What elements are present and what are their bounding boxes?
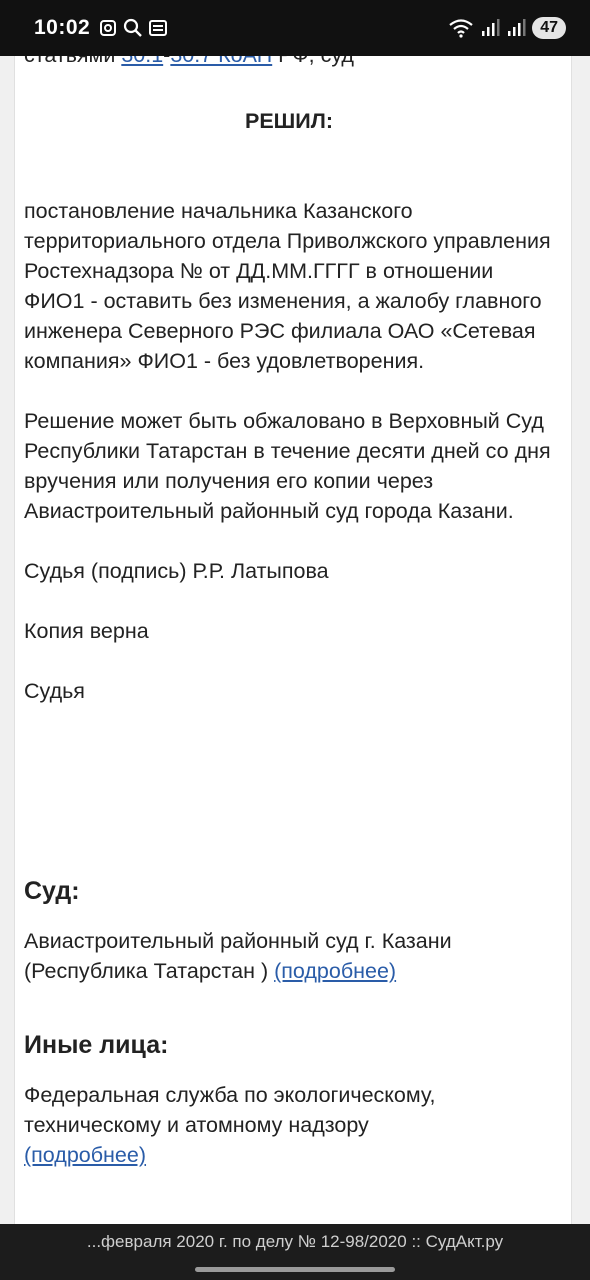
- status-left: [34, 16, 168, 40]
- copy-true-note: Копия верна: [24, 619, 149, 643]
- court-info: [24, 926, 554, 986]
- wifi-icon: [448, 17, 474, 39]
- others-name: Федеральная служба по экологическому, техническому и атомному надзору: [24, 1083, 436, 1137]
- signal-icon: [480, 18, 500, 38]
- page-margin-right: [571, 56, 590, 1224]
- status-icons-left: [98, 18, 168, 38]
- gesture-handle[interactable]: [195, 1267, 395, 1272]
- page-margin-left: [0, 56, 15, 1224]
- judge-signature: Судья (подпись) Р.Р. Латыпова: [24, 559, 329, 583]
- signal-icon: [506, 18, 526, 38]
- search-icon: [123, 18, 143, 38]
- others-section-title: Иные лица:: [24, 1031, 169, 1059]
- court-name: Авиастроительный районный суд г. Казани (Республика Татарстан ): [24, 929, 452, 983]
- status-right: [448, 17, 566, 39]
- judge-label: Судья: [24, 679, 85, 703]
- document-content: [24, 40, 554, 1170]
- news-icon: [148, 18, 168, 38]
- status-time: 10:02: [34, 16, 91, 39]
- others-more-link[interactable]: (подробнее): [24, 1143, 147, 1167]
- status-bar: [0, 0, 590, 56]
- decision-paragraph: постановление начальника Казанского территориального отдела Приволжского управления Ростехнадзора № от ДД.ММ.ГГГГ в отношении ФИО1 - оставить без изменения, а жалобу главного инженера Северного РЭС филиала ОАО «Сетевая компания» ФИО1 - без удовлетворения.: [24, 199, 551, 373]
- appeal-paragraph: Решение может быть обжаловано в Верховный Суд Республики Татарстан в течение десяти дней со дня вручения или получения его копии через Авиастроительный районный суд города Казани.: [24, 409, 551, 523]
- others-info: [24, 1080, 554, 1170]
- bottom-page-title-bar[interactable]: [0, 1224, 590, 1280]
- battery-indicator: 47: [532, 17, 566, 39]
- decision-heading: РЕШИЛ:: [245, 109, 333, 133]
- screenshot-icon: [98, 18, 118, 38]
- court-section-title: Суд:: [24, 877, 80, 905]
- page-url-title: ...февраля 2020 г. по делу № 12-98/2020 :: СудАкт.ру: [86, 1232, 504, 1251]
- court-more-link[interactable]: (подробнее): [274, 959, 397, 983]
